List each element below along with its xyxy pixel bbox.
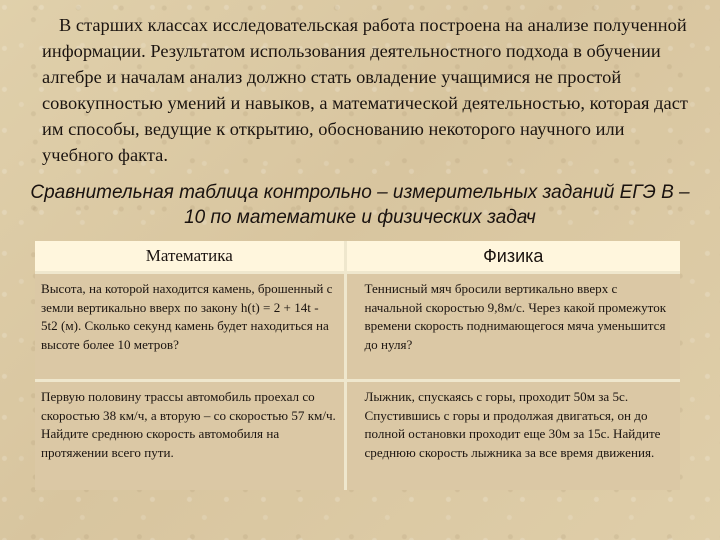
- header-math: Математика: [35, 241, 345, 273]
- header-physics: Физика: [345, 241, 680, 273]
- physics-task-2: Лыжник, спускаясь с горы, проходит 50м за 5с. Спустившись с горы и продолжая двигаться, он до полной остановки проходит еще 30м за 15с. Найдите среднюю скорость лыжника за все время движения.: [345, 381, 680, 491]
- math-task-2: Первую половину трассы автомобиль проехал со скоростью 38 км/ч, а вторую – со скоростью 57 км/ч. Найдите среднюю скорость автомобиля на протяжении всего пути.: [35, 381, 345, 491]
- intro-paragraph: В старших классах исследовательская работа построена на анализе полученной информации. Результатом использования деятельностного подхода в обучении алгебре и началам анализ должно стать овладение учащимися не простой совокупностью умений и навыков, а математической деятельностью, которая даст им способы, ведущие к открытию, обоснованию некоторого научного или учебного факта.: [42, 15, 688, 165]
- comparison-table: [35, 241, 680, 490]
- table-row: [35, 381, 680, 491]
- table-row: [35, 273, 680, 381]
- table-header-row: [35, 241, 680, 273]
- math-task-1: Высота, на которой находится камень, брошенный с земли вертикально вверх по закону h(t) = 2 + 14t - 5t2 (м). Сколько секунд камень будет находиться на высоте более 10 метров?: [35, 273, 345, 381]
- physics-task-1: Теннисный мяч бросили вертикально вверх с начальной скоростью 9,8м/с. Через какой промежуток времени скорость поднимающегося мяча уменьшится до нуля?: [345, 273, 680, 381]
- table-caption: Сравнительная таблица контрольно – измерительных заданий ЕГЭ В – 10 по математике и физических задач: [30, 182, 690, 228]
